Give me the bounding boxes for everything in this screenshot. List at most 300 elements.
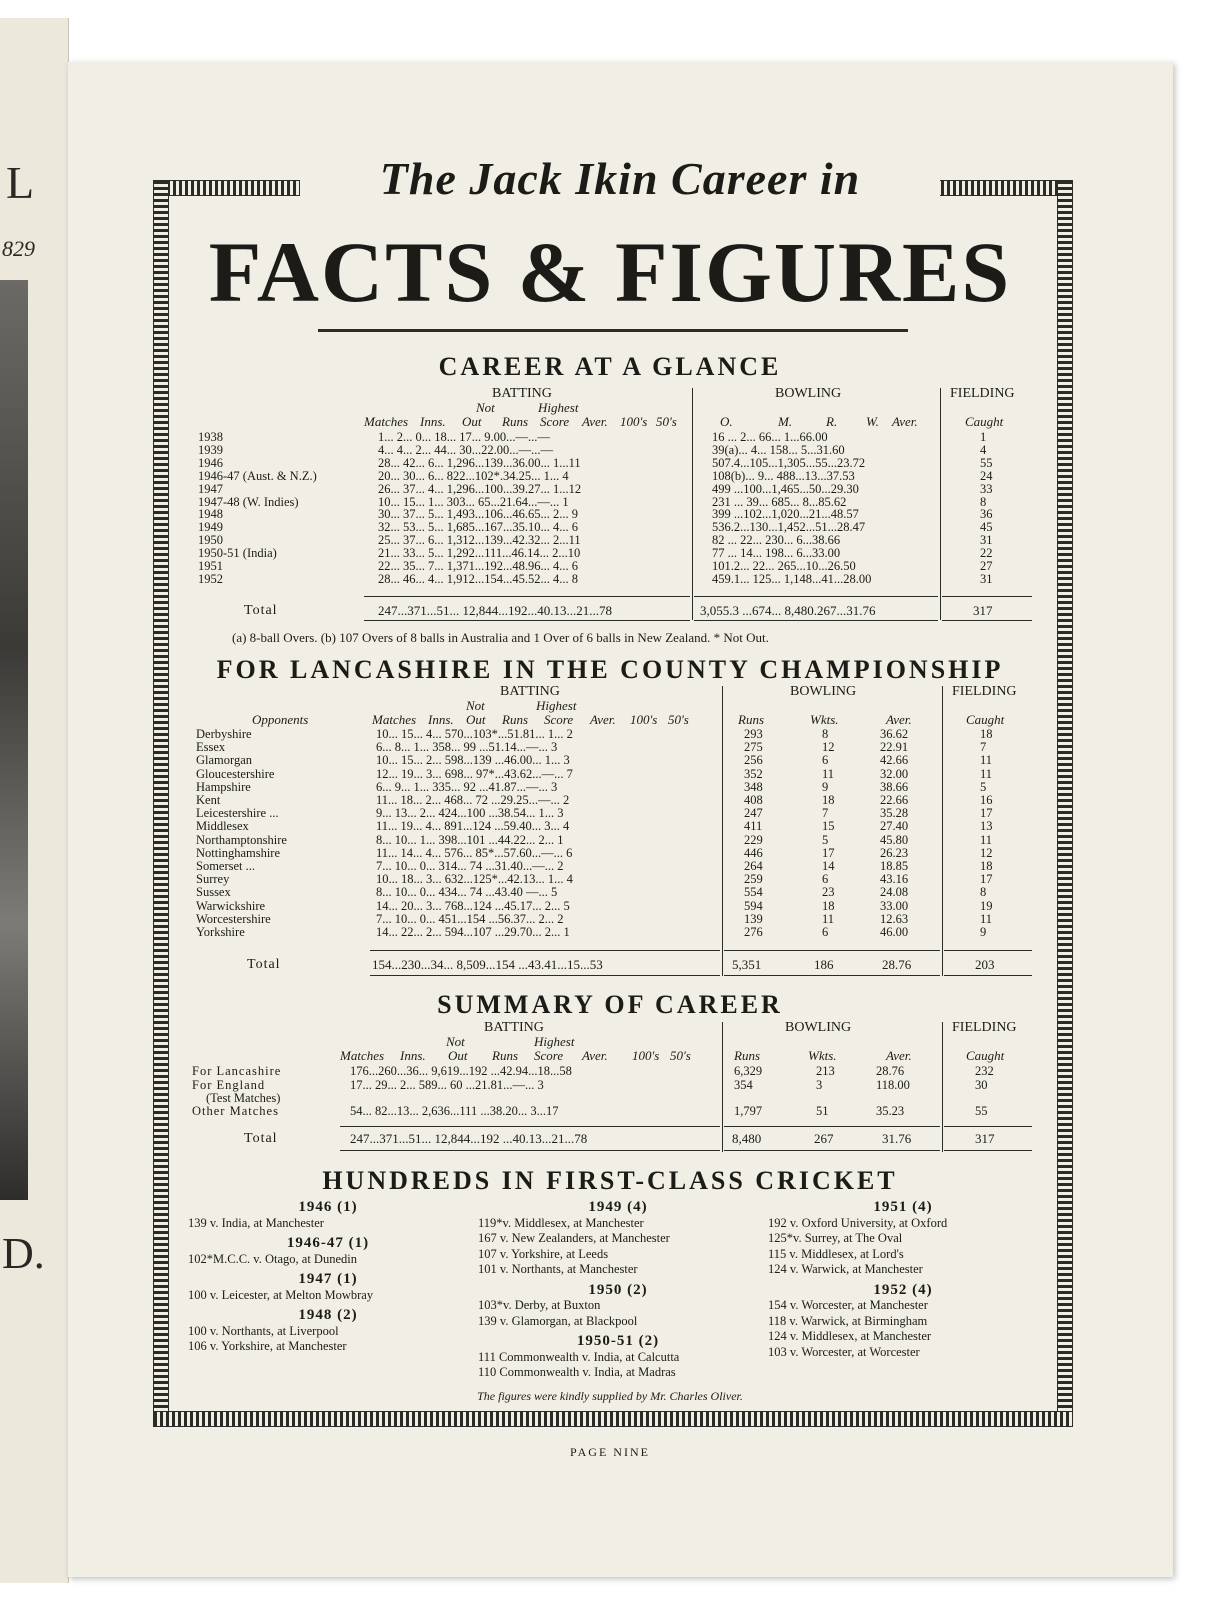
career-row-season: 1938 <box>198 430 223 444</box>
career-row-bowling: 16 ... 2... 66... 1...66.00 <box>712 430 828 444</box>
summary-col-highest: Highest <box>534 1034 575 1049</box>
summary-row-caught: 232 <box>975 1064 994 1078</box>
career-row-bowling: 82 ... 22... 230... 6...38.66 <box>712 533 841 548</box>
lancs-col-score: Score <box>544 712 574 727</box>
lancs-row-runs: 352 <box>744 766 763 781</box>
career-row-season: 1951 <box>198 559 223 573</box>
lancs-row-aver: 43.16 <box>880 872 909 887</box>
summary-row-aver: 35.23 <box>876 1104 905 1118</box>
career-row-bowling: 499 ...100...1,465...50...29.30 <box>712 481 859 496</box>
summary-divider-1 <box>722 1022 723 1152</box>
hundreds-year: 1948 (2) <box>298 1307 358 1323</box>
lancs-row-caught: 9 <box>980 925 987 939</box>
hundreds-year: 1950 (2) <box>588 1281 648 1298</box>
career-row-caught: 31 <box>980 533 993 548</box>
lancs-total-aver: 28.76 <box>882 957 912 972</box>
lancs-row-opponent: Leicestershire ... <box>196 806 279 821</box>
title-line-1: The Jack Ikin Career in <box>300 152 940 205</box>
frame-border-right <box>1057 180 1073 1427</box>
lancs-row-batting: 14... 20... 3... 768...124 ...45.17... 2... 5 <box>376 898 570 913</box>
frame-border-bottom <box>153 1411 1073 1427</box>
lancs-row-batting: 9... 13... 2... 424...100 ...38.54... 1... 3 <box>376 806 564 821</box>
col-wickets: W. <box>866 414 879 429</box>
summary-total-rule-6 <box>944 1150 1032 1151</box>
lancs-row-runs: 247 <box>744 806 763 821</box>
career-row-batting: 4... 4... 2... 44... 30...22.00...—...— <box>378 442 553 457</box>
summary-row-caught: 55 <box>975 1104 988 1118</box>
lancs-row-opponent: Glamorgan <box>196 753 253 768</box>
hundred-entry: 107 v. Yorkshire, at Leeds <box>478 1246 609 1261</box>
summary-row-runs: 354 <box>734 1078 753 1092</box>
lancs-fielding-header: FIELDING <box>952 684 1017 699</box>
career-row-caught: 24 <box>980 468 993 483</box>
career-row-season: 1947-48 (W. Indies) <box>198 494 299 509</box>
lancs-row-runs: 293 <box>744 727 763 741</box>
summary-row-batting: 54... 82...13... 2,636...111 ...38.20... 3...17 <box>350 1104 559 1118</box>
career-row-caught: 33 <box>980 481 993 496</box>
previous-page <box>0 18 69 1583</box>
summary-total-runs: 8,480 <box>732 1131 762 1146</box>
career-row-batting: 26... 37... 4... 1,296...100...39.27... 1...12 <box>378 481 582 496</box>
col-maidens: M. <box>778 414 793 429</box>
lancs-row-aver: 36.62 <box>880 727 909 741</box>
career-row-season: 1939 <box>198 442 223 457</box>
col-score: Score <box>540 414 570 429</box>
lancs-row-runs: 139 <box>744 911 763 926</box>
lancs-row-aver: 45.80 <box>880 832 909 847</box>
lancs-row-opponent: Northamptonshire <box>196 832 287 847</box>
lancs-row-opponent: Hampshire <box>196 779 251 794</box>
summary-row-label: For England <box>192 1078 266 1092</box>
lancs-row-opponent: Gloucestershire <box>196 766 275 781</box>
col-overs: O. <box>720 414 733 429</box>
lancs-row-opponent: Surrey <box>196 872 230 887</box>
hundred-entry: 124 v. Middlesex, at Manchester <box>768 1329 932 1343</box>
lancs-row-opponent: Yorkshire <box>196 925 245 939</box>
lancs-heading: FOR LANCASHIRE IN THE COUNTY CHAMPIONSHIP <box>216 655 1004 684</box>
lancs-row-caught: 11 <box>980 766 993 781</box>
hundred-entry: 192 v. Oxford University, at Oxford <box>768 1215 948 1230</box>
summary-heading: SUMMARY OF CAREER <box>437 990 783 1019</box>
lancs-row-batting: 10... 15... 4... 570...103*...51.81... 1... 2 <box>376 727 573 741</box>
prev-page-number: 829 <box>2 236 35 261</box>
lancs-row-batting: 8... 10... 1... 398...101 ...44.22... 2... 1 <box>376 832 564 847</box>
lancs-row-caught: 11 <box>980 753 993 768</box>
summary-bowling-header: BOWLING <box>785 1020 852 1035</box>
lancs-row-opponent: Nottinghamshire <box>196 845 281 860</box>
lancs-row-aver: 27.40 <box>880 819 909 834</box>
lancs-row-runs: 408 <box>744 793 763 807</box>
hundred-entry: 110 Commonwealth v. India, at Madras <box>478 1365 676 1379</box>
lancs-col-bowl-aver: Aver. <box>886 712 912 727</box>
career-row-caught: 1 <box>980 430 987 444</box>
lancs-row-runs: 256 <box>744 753 763 768</box>
hundred-entry: 103*v. Derby, at Buxton <box>478 1298 601 1312</box>
career-row-caught: 8 <box>980 494 987 509</box>
summary-divider-2 <box>942 1022 943 1152</box>
title-rule <box>318 329 908 332</box>
career-row-bowling: 459.1... 125... 1,148...41...28.00 <box>712 571 872 586</box>
hundred-entry: 118 v. Warwick, at Birmingham <box>768 1313 928 1328</box>
career-total-caught: 317 <box>973 603 993 618</box>
summary-col-hundreds: 100's <box>632 1048 660 1063</box>
summary-row-label: Other Matches <box>192 1104 279 1118</box>
lancs-divider-1 <box>722 686 723 976</box>
summary-total-aver: 31.76 <box>882 1131 912 1146</box>
summary-row-runs: 6,329 <box>734 1064 763 1078</box>
hundred-entry: 106 v. Yorkshire, at Manchester <box>188 1339 347 1353</box>
lancs-row-caught: 17 <box>980 872 993 887</box>
lancs-row-aver: 22.66 <box>880 793 909 807</box>
summary-row-wkts: 213 <box>816 1064 835 1078</box>
career-row-season: 1947 <box>198 481 223 496</box>
summary-total-caught: 317 <box>975 1131 995 1146</box>
summary-total-wkts: 267 <box>814 1131 834 1146</box>
lancs-row-runs: 264 <box>744 859 763 873</box>
lancs-col-wkts: Wkts. <box>810 712 839 727</box>
col-hundreds: 100's <box>620 414 648 429</box>
career-total-rule-3 <box>942 596 1032 597</box>
career-row-bowling: 77 ... 14... 198... 6...33.00 <box>712 546 841 561</box>
lancs-row-batting: 11... 14... 4... 576... 85*...57.60...—... 6 <box>376 845 573 860</box>
career-batting-header: BATTING <box>492 386 552 401</box>
lancs-total-caught: 203 <box>975 957 995 972</box>
career-row-season: 1946 <box>198 455 223 470</box>
lancs-row-batting: 6... 8... 1... 358... 99 ...51.14...—... 3 <box>376 740 558 755</box>
lancs-row-caught: 12 <box>980 845 993 860</box>
career-divider-2 <box>940 388 941 620</box>
col-bowl-runs: R. <box>826 414 838 429</box>
career-footnote: (a) 8-ball Overs. (b) 107 Overs of 8 balls in Australia and 1 Over of 6 balls in New Zealand. * Not Out. <box>232 630 769 645</box>
hundred-entry: 101 v. Northants, at Manchester <box>478 1262 638 1276</box>
page-title: FACTS & FIGURES <box>208 224 1012 320</box>
lancs-row-wkts: 15 <box>822 819 835 834</box>
career-row-season: 1949 <box>198 520 223 535</box>
lancs-total-rule-5 <box>724 975 940 976</box>
lancs-row-aver: 26.23 <box>880 845 909 860</box>
summary-row-batting: 17... 29... 2... 589... 60 ...21.81...—... 3 <box>350 1078 544 1092</box>
lancs-row-runs: 229 <box>744 832 763 847</box>
lancs-row-caught: 11 <box>980 832 993 847</box>
summary-col-not: Not <box>446 1034 465 1049</box>
summary-col-bowl-aver: Aver. <box>886 1048 912 1063</box>
lancs-row-aver: 42.66 <box>880 753 909 768</box>
lancs-col-runs: Runs <box>502 712 528 727</box>
summary-total-batting: 247...371...51... 12,844...192 ...40.13...21...78 <box>350 1131 588 1146</box>
lancs-row-batting: 12... 19... 3... 698... 97*...43.62...—... 7 <box>376 766 573 781</box>
summary-batting-header: BATTING <box>484 1020 544 1035</box>
career-total-rule-4 <box>364 620 690 621</box>
lancs-row-aver: 24.08 <box>880 885 909 900</box>
career-row-batting: 30... 37... 5... 1,493...106...46.65... 2... 9 <box>378 507 578 522</box>
summary-total-label: Total <box>244 1131 278 1146</box>
lancs-row-wkts: 12 <box>822 740 835 755</box>
summary-total-rule-5 <box>724 1150 940 1151</box>
hundreds-year: 1949 (4) <box>588 1199 648 1215</box>
lancs-row-caught: 13 <box>980 819 993 834</box>
career-row-season: 1950-51 (India) <box>198 546 277 561</box>
lancs-row-runs: 276 <box>744 925 763 939</box>
col-highest: Highest <box>538 400 579 415</box>
lancs-row-wkts: 6 <box>822 753 829 768</box>
lancs-row-aver: 32.00 <box>880 766 909 781</box>
lancs-row-wkts: 23 <box>822 885 835 900</box>
summary-row-wkts: 3 <box>816 1078 823 1092</box>
summary-col-wkts: Wkts. <box>808 1048 837 1063</box>
summary-total-rule-4 <box>340 1150 720 1151</box>
hundreds-year: 1946 (1) <box>298 1199 358 1215</box>
lancs-total-wkts: 186 <box>814 957 834 972</box>
lancs-total-runs: 5,351 <box>732 957 762 972</box>
lancs-total-rule-6 <box>944 975 1032 976</box>
lancs-row-opponent: Worcestershire <box>196 911 271 926</box>
career-total-rule-1 <box>364 596 690 597</box>
summary-col-runs: Runs <box>492 1048 518 1063</box>
lancs-row-wkts: 6 <box>822 925 829 939</box>
career-row-bowling: 536.2...130...1,452...51...28.47 <box>712 520 866 535</box>
career-total-rule-2 <box>694 596 938 597</box>
career-row-batting: 10... 15... 1... 303... 65...21.64...—... 1 <box>378 494 569 509</box>
lancs-bowling-header: BOWLING <box>790 684 857 699</box>
career-row-caught: 4 <box>980 442 987 457</box>
summary-col-out: Out <box>448 1048 468 1063</box>
hundreds-column-3 <box>768 1200 1038 1360</box>
career-row-season: 1952 <box>198 571 223 586</box>
hundreds-year: 1952 (4) <box>873 1281 933 1298</box>
lancs-divider-2 <box>942 686 943 976</box>
hundred-entry: 103 v. Worcester, at Worcester <box>768 1344 920 1359</box>
col-not: Not <box>476 400 495 415</box>
lancs-col-opponents: Opponents <box>252 712 309 727</box>
lancs-total-rule-3 <box>944 950 1032 951</box>
summary-row-runs: 1,797 <box>734 1104 763 1118</box>
career-row-batting: 1... 2... 0... 18... 17... 9.00...—...— <box>378 430 550 444</box>
hundred-entry: 102*M.C.C. v. Otago, at Dunedin <box>188 1251 357 1266</box>
lancs-row-caught: 18 <box>980 727 993 741</box>
lancs-row-batting: 7... 10... 0... 314... 74 ...31.40...—... 2 <box>376 859 564 873</box>
lancs-total-rule-1 <box>370 950 720 951</box>
career-row-caught: 55 <box>980 455 993 470</box>
lancs-row-opponent: Essex <box>196 740 226 755</box>
career-total-batting: 247...371...51... 12,844...192...40.13...21...78 <box>378 603 612 618</box>
lancs-col-fifties: 50's <box>668 712 689 727</box>
lancs-row-wkts: 17 <box>822 845 835 860</box>
lancs-col-highest: Highest <box>536 698 577 713</box>
career-bowling-header: BOWLING <box>775 386 842 401</box>
hundreds-year: 1950-51 (2) <box>576 1333 660 1349</box>
summary-row-caught: 30 <box>975 1078 988 1092</box>
lancs-row-wkts: 5 <box>822 832 829 847</box>
lancs-row-batting: 10... 18... 3... 632...125*...42.13... 1... 4 <box>376 872 573 887</box>
frame-border-left <box>153 180 169 1427</box>
career-row-season: 1948 <box>198 507 223 522</box>
lancs-row-runs: 259 <box>744 872 763 887</box>
career-fielding-header: FIELDING <box>950 386 1015 401</box>
lancs-col-not: Not <box>466 698 485 713</box>
summary-row-sublabel: (Test Matches) <box>206 1091 281 1105</box>
lancs-col-bowl-runs: Runs <box>738 712 764 727</box>
hundreds-column-1 <box>188 1200 468 1355</box>
lancs-row-aver: 46.00 <box>880 925 909 939</box>
lancs-col-matches: Matches <box>372 712 417 727</box>
lancs-row-aver: 12.63 <box>880 911 909 926</box>
page-number: PAGE NINE <box>570 1445 650 1459</box>
summary-col-caught: Caught <box>966 1048 1005 1063</box>
lancs-batting-header: BATTING <box>500 684 560 699</box>
career-row-bowling: 39(a)... 4... 158... 5...31.60 <box>712 442 845 457</box>
summary-col-aver: Aver. <box>582 1048 608 1063</box>
summary-col-bowl-runs: Runs <box>734 1048 760 1063</box>
prev-page-photo <box>0 280 28 1200</box>
career-row-batting: 32... 53... 5... 1,685...167...35.10... 4... 6 <box>378 520 578 535</box>
lancs-row-runs: 446 <box>744 845 763 860</box>
career-total-bowling: 3,055.3 ...674... 8,480.267...31.76 <box>700 603 876 618</box>
career-row-caught: 36 <box>980 507 993 522</box>
career-row-batting: 28... 46... 4... 1,912...154...45.52... 4... 8 <box>378 571 578 586</box>
career-row-caught: 27 <box>980 559 993 573</box>
lancs-row-wkts: 11 <box>822 911 835 926</box>
lancs-row-opponent: Sussex <box>196 885 231 900</box>
lancs-row-batting: 8... 10... 0... 434... 74 ...43.40 —... 5 <box>376 885 558 900</box>
hundred-entry: 100 v. Leicester, at Melton Mowbray <box>188 1287 374 1302</box>
lancs-row-runs: 348 <box>744 779 763 794</box>
lancs-row-opponent: Kent <box>196 793 221 807</box>
lancs-row-wkts: 9 <box>822 779 829 794</box>
hundreds-column-2 <box>478 1200 758 1381</box>
prev-page-letter-bottom: D. <box>2 1229 45 1278</box>
prev-page-letter: L <box>6 157 35 208</box>
hundreds-year: 1946-47 (1) <box>286 1235 370 1251</box>
lancs-total-rule-2 <box>724 950 940 951</box>
lancs-row-caught: 17 <box>980 806 993 821</box>
col-caught: Caught <box>965 414 1004 429</box>
lancs-row-wkts: 14 <box>822 859 835 873</box>
career-row-season: 1950 <box>198 533 223 548</box>
col-runs: Runs <box>502 414 528 429</box>
hundred-entry: 139 v. India, at Manchester <box>188 1215 324 1230</box>
summary-total-rule-3 <box>944 1126 1032 1127</box>
career-row-batting: 22... 35... 7... 1,371...192...48.96... 4... 6 <box>378 559 578 573</box>
lancs-row-wkts: 18 <box>822 898 835 913</box>
hundred-entry: 119*v. Middlesex, at Manchester <box>478 1215 644 1230</box>
lancs-col-caught: Caught <box>966 712 1005 727</box>
career-row-bowling: 507.4...105...1,305...55...23.72 <box>712 455 866 470</box>
career-row-caught: 45 <box>980 520 993 535</box>
hundred-entry: 111 Commonwealth v. India, at Calcutta <box>478 1349 680 1364</box>
lancs-row-caught: 8 <box>980 885 987 900</box>
hundreds-year: 1951 (4) <box>873 1199 933 1215</box>
summary-row-wkts: 51 <box>816 1104 829 1118</box>
career-total-rule-6 <box>942 620 1032 621</box>
hundreds-heading: HUNDREDS IN FIRST-CLASS CRICKET <box>322 1166 898 1195</box>
lancs-row-opponent: Derbyshire <box>196 727 252 741</box>
lancs-row-batting: 11... 19... 4... 891...124 ...59.40... 3... 4 <box>376 819 570 834</box>
lancs-row-aver: 38.66 <box>880 779 909 794</box>
lancs-row-caught: 7 <box>980 740 987 755</box>
lancs-col-inns: Inns. <box>428 712 454 727</box>
career-row-bowling: 399 ...102...1,020...21...48.57 <box>712 507 859 522</box>
summary-row-batting: 176...260...36... 9,619...192 ...42.94...18...58 <box>350 1064 572 1078</box>
career-row-caught: 31 <box>980 571 993 586</box>
career-row-bowling: 101.2... 22... 265...10...26.50 <box>712 559 856 573</box>
col-fifties: 50's <box>656 414 677 429</box>
lancs-row-wkts: 11 <box>822 766 835 781</box>
lancs-row-runs: 275 <box>744 740 763 755</box>
career-total-rule-5 <box>694 620 938 621</box>
lancs-row-aver: 35.28 <box>880 806 909 821</box>
lancs-total-label: Total <box>247 957 281 972</box>
career-total-label: Total <box>244 603 278 618</box>
col-aver: Aver. <box>582 414 608 429</box>
hundred-entry: 100 v. Northants, at Liverpool <box>188 1323 339 1338</box>
hundreds-year: 1947 (1) <box>298 1271 358 1287</box>
summary-row-aver: 28.76 <box>876 1064 905 1078</box>
career-row-bowling: 231 ... 39... 685... 8...85.62 <box>712 494 847 509</box>
lancs-row-runs: 594 <box>744 898 763 913</box>
lancs-total-rule-4 <box>370 975 720 976</box>
lancs-row-caught: 16 <box>980 793 993 807</box>
hundred-entry: 115 v. Middlesex, at Lord's <box>768 1246 904 1261</box>
lancs-row-aver: 33.00 <box>880 898 909 913</box>
col-out: Out <box>462 414 482 429</box>
lancs-row-batting: 11... 18... 2... 468... 72 ...29.25...—... 2 <box>376 793 570 807</box>
lancs-row-wkts: 6 <box>822 872 829 887</box>
summary-col-fifties: 50's <box>670 1048 691 1063</box>
summary-row-aver: 118.00 <box>876 1078 910 1092</box>
career-row-season: 1946-47 (Aust. & N.Z.) <box>198 468 317 483</box>
career-heading: CAREER AT A GLANCE <box>438 352 782 381</box>
career-row-caught: 22 <box>980 546 993 561</box>
career-row-batting: 21... 33... 5... 1,292...111...46.14... 2...10 <box>378 546 581 561</box>
summary-col-matches: Matches <box>340 1048 385 1063</box>
hundred-entry: 154 v. Worcester, at Manchester <box>768 1298 928 1312</box>
career-row-batting: 20... 30... 6... 822...102*.34.25... 1... 4 <box>378 468 569 483</box>
credit-note: The figures were kindly supplied by Mr. Charles Oliver. <box>477 1389 743 1403</box>
summary-col-inns: Inns. <box>400 1048 426 1063</box>
lancs-row-wkts: 7 <box>822 806 829 821</box>
lancs-col-aver: Aver. <box>590 712 616 727</box>
hundred-entry: 125*v. Surrey, at The Oval <box>768 1231 903 1245</box>
col-inns: Inns. <box>420 414 446 429</box>
summary-total-rule-2 <box>724 1126 940 1127</box>
lancs-row-caught: 5 <box>980 779 987 794</box>
summary-col-score: Score <box>534 1048 564 1063</box>
lancs-row-batting: 7... 10... 0... 451...154 ...56.37... 2... 2 <box>376 911 564 926</box>
career-row-batting: 28... 42... 6... 1,296...139...36.00... 1...11 <box>378 455 581 470</box>
lancs-col-out: Out <box>466 712 486 727</box>
career-divider-1 <box>692 388 693 620</box>
summary-row-label: For Lancashire <box>192 1064 282 1078</box>
lancs-row-wkts: 8 <box>822 727 829 741</box>
lancs-row-opponent: Somerset ... <box>196 859 256 873</box>
lancs-row-opponent: Middlesex <box>196 819 249 834</box>
lancs-row-aver: 22.91 <box>880 740 909 755</box>
lancs-row-runs: 411 <box>744 819 763 834</box>
lancs-row-aver: 18.85 <box>880 859 909 873</box>
career-row-batting: 25... 37... 6... 1,312...139...42.32... 2...11 <box>378 533 581 548</box>
summary-total-rule-1 <box>340 1126 720 1127</box>
col-bowl-aver: Aver. <box>892 414 918 429</box>
hundred-entry: 139 v. Glamorgan, at Blackpool <box>478 1313 638 1328</box>
hundred-entry: 167 v. New Zealanders, at Manchester <box>478 1231 670 1245</box>
career-row-bowling: 108(b)... 9... 488...13...37.53 <box>712 468 855 483</box>
lancs-row-batting: 6... 9... 1... 335... 92 ...41.87...—... 3 <box>376 779 558 794</box>
lancs-row-batting: 14... 22... 2... 594...107 ...29.70... 2... 1 <box>376 925 570 939</box>
lancs-total-batting: 154...230...34... 8,509...154 ...43.41...15...53 <box>372 957 603 972</box>
summary-fielding-header: FIELDING <box>952 1020 1017 1035</box>
lancs-row-caught: 19 <box>980 898 993 913</box>
lancs-row-wkts: 18 <box>822 793 835 807</box>
